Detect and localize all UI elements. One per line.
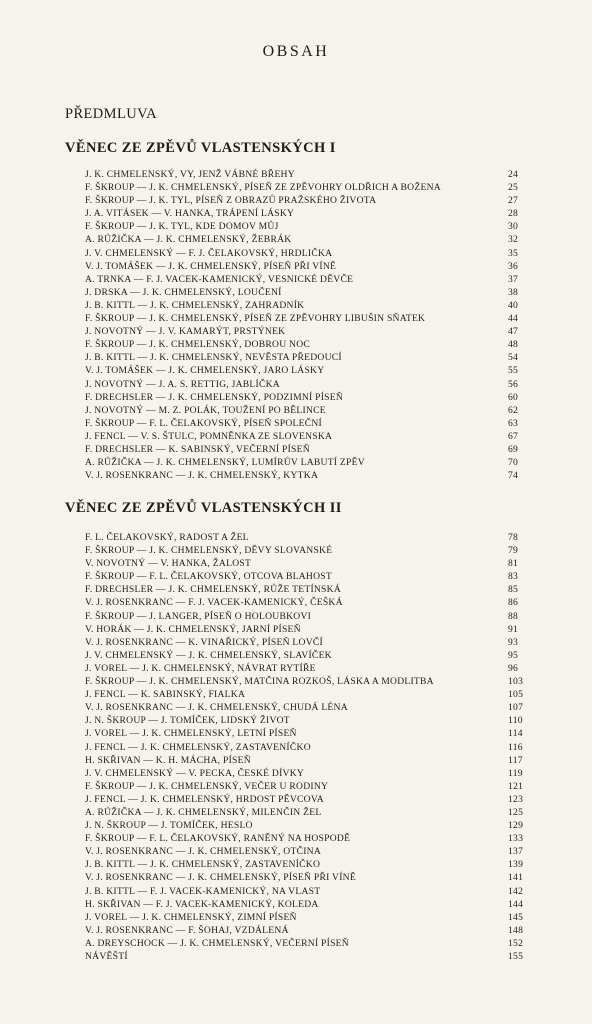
entry-page-number: 88 (508, 610, 519, 622)
entry-page-number: 36 (508, 260, 519, 272)
toc-entry (65, 623, 525, 636)
entry-page-number: 125 (508, 806, 524, 818)
entry-title: J. A. VITÁSEK — V. HANKA, TRÁPENÍ LÁSKY (85, 208, 295, 220)
toc-entry (65, 832, 525, 845)
entry-page-number: 78 (508, 532, 519, 543)
toc-entry (65, 924, 525, 937)
toc-entry (65, 247, 525, 260)
entry-title: J. VOREL — J. K. CHMELENSKÝ, NÁVRAT RYTÍŘE (85, 662, 316, 674)
entry-title: H. SKŘIVAN — F. J. VACEK-KAMENICKÝ, KOLEDA (85, 898, 319, 910)
entry-title: V. J. ROSENKRANC — K. VINAŘICKÝ, PÍSEŇ LOVČÍ (85, 636, 323, 648)
entry-page-number: 155 (508, 951, 524, 962)
toc-entry (65, 325, 525, 338)
toc-entry (65, 583, 525, 596)
toc-entry (65, 557, 525, 570)
entry-page-number: 116 (508, 741, 523, 753)
entry-page-number: 60 (508, 391, 519, 403)
toc-entry (65, 570, 525, 583)
entry-title: F. ŠKROUP — J. K. CHMELENSKÝ, PÍSEŇ ZE ZPĚVOHRY LIBUŠIN SŇATEK (85, 313, 426, 325)
toc-entry (65, 456, 525, 469)
entry-page-number: 40 (508, 299, 519, 311)
entry-title: A. TRNKA — F. J. VACEK-KAMENICKÝ, VESNICKÉ DĚVČE (85, 273, 354, 285)
entry-page-number: 86 (508, 597, 519, 609)
entry-title: V. J. ROSENKRANC — J. K. CHMELENSKÝ, OTČINA (85, 846, 322, 858)
toc-entry (65, 780, 525, 793)
entry-page-number: 44 (508, 313, 519, 325)
toc-entry (65, 260, 525, 273)
entry-page-number: 25 (508, 182, 519, 194)
entry-title: V. HORÁK — J. K. CHMELENSKÝ, JARNÍ PÍSEŇ (85, 623, 301, 635)
toc-entry (65, 338, 525, 351)
toc-entry (65, 701, 525, 714)
entry-title: J. DRSKA — J. K. CHMELENSKÝ, LOUČENÍ (85, 286, 282, 298)
entry-page-number: 69 (508, 443, 519, 455)
entry-page-number: 81 (508, 558, 519, 570)
entry-page-number: 74 (508, 470, 519, 482)
entry-page-number: 105 (508, 689, 524, 701)
toc-entry (65, 233, 525, 246)
entry-title: V. J. ROSENKRANC — J. K. CHMELENSKÝ, CHUDÁ LÉNA (85, 702, 348, 714)
toc-entry (65, 741, 525, 754)
entry-page-number: 117 (508, 754, 523, 766)
entry-title: F. ŠKROUP — J. K. TYL, KDE DOMOV MŮJ (85, 221, 279, 233)
entry-title: V. J. ROSENKRANC — J. K. CHMELENSKÝ, KYTKA (85, 470, 319, 482)
entry-page-number: 152 (508, 937, 524, 949)
entry-page-number: 103 (508, 676, 524, 688)
entry-title: J. NOVOTNÝ — J. V. KAMARÝT, PRSTÝNEK (85, 326, 286, 338)
toc-entry (65, 417, 525, 430)
entry-page-number: 119 (508, 767, 523, 779)
toc-entry (65, 168, 525, 181)
toc-entry (65, 273, 525, 286)
entry-title: F. ŠKROUP — J. K. CHMELENSKÝ, VEČER U RODINY (85, 780, 329, 792)
entry-page-number: 148 (508, 924, 524, 936)
toc-entry (65, 610, 525, 623)
entry-title: A. DREYSCHOCK — J. K. CHMELENSKÝ, VEČERNÍ PÍSEŇ (85, 937, 349, 949)
toc-entry (65, 871, 525, 884)
entry-title: F. DRECHSLER — J. K. CHMELENSKÝ, PODZIMNÍ PÍSEŇ (85, 391, 344, 403)
entry-title: F. ŠKROUP — J. K. CHMELENSKÝ, DĚVY SLOVANSKÉ (85, 545, 333, 557)
toc-entry (65, 636, 525, 649)
entry-title: J. B. KITTL — J. K. CHMELENSKÝ, ZASTAVENÍČKO (85, 859, 321, 871)
entry-page-number: 32 (508, 234, 519, 246)
entry-title: V. J. TOMÁŠEK — J. K. CHMELENSKÝ, JARO LÁSKY (85, 365, 325, 377)
entry-title: F. ŠKROUP — F. L. ČELAKOVSKÝ, PÍSEŇ SPOLEČNÍ (85, 417, 322, 429)
entry-page-number: 121 (508, 780, 524, 792)
entry-title: J. V. CHMELENSKÝ — V. PECKA, ČESKÉ DÍVKY (85, 767, 305, 779)
entry-page-number: 37 (508, 273, 519, 285)
entry-page-number: 139 (508, 859, 524, 871)
entry-title: H. SKŘIVAN — K. H. MÁCHA, PÍSEŇ (85, 754, 251, 766)
preface-heading: PŘEDMLUVA (65, 106, 157, 122)
entry-page-number: 63 (508, 417, 519, 429)
entry-page-number: 62 (508, 404, 519, 416)
toc-entry (65, 469, 525, 482)
entry-page-number: 144 (508, 898, 524, 910)
entry-page-number: 48 (508, 339, 519, 351)
entry-title: V. J. ROSENKRANC — F. J. VACEK-KAMENICKÝ, ČEŠKÁ (85, 597, 343, 609)
entry-page-number: 30 (508, 221, 519, 233)
toc-entry (65, 806, 525, 819)
toc-entry (65, 596, 525, 609)
entry-page-number: 79 (508, 545, 519, 557)
toc-entry (65, 911, 525, 924)
entry-list (65, 168, 525, 482)
entry-title: J. B. KITTL — J. K. CHMELENSKÝ, NEVĚSTA PŘEDOUCÍ (85, 352, 342, 364)
toc-entry (65, 378, 525, 391)
entry-title: J. B. KITTL — J. K. CHMELENSKÝ, ZAHRADNÍK (85, 299, 305, 311)
entry-page-number: 47 (508, 326, 519, 338)
entry-page-number: 83 (508, 571, 519, 583)
entry-page-number: 24 (508, 169, 519, 180)
entry-page-number: 28 (508, 208, 519, 220)
entry-page-number: 145 (508, 911, 524, 923)
toc-entry (65, 351, 525, 364)
entry-page-number: 142 (508, 885, 524, 897)
toc-entry (65, 937, 525, 950)
entry-title: F. L. ČELAKOVSKÝ, RADOST A ŽEL (85, 532, 249, 543)
entry-title: J. FENCL — V. S. ŠTULC, POMNĚNKA ZE SLOVENSKA (85, 430, 333, 442)
entry-title: A. RŮŽIČKA — J. K. CHMELENSKÝ, MILENČIN ŽEL (85, 806, 322, 818)
entry-page-number: 95 (508, 649, 519, 661)
entry-title: V. J. ROSENKRANC — J. K. CHMELENSKÝ, PÍSEŇ PŘI VÍNĚ (85, 872, 356, 884)
toc-entry (65, 885, 525, 898)
entry-title: F. ŠKROUP — F. L. ČELAKOVSKÝ, OTCOVA BLAHOST (85, 571, 332, 583)
entry-title: F. ŠKROUP — J. K. TYL, PÍSEŇ Z OBRAZŮ PRAŽSKÉHO ŽIVOTA (85, 195, 377, 207)
page-title: OBSAH (262, 42, 330, 60)
toc-entry (65, 364, 525, 377)
entry-page-number: 137 (508, 846, 524, 858)
toc-section (65, 140, 525, 482)
toc-entry (65, 754, 525, 767)
entry-title: F. ŠKROUP — J. K. CHMELENSKÝ, PÍSEŇ ZE ZPĚVOHRY OLDŘICH A BOŽENA (85, 182, 441, 194)
entry-page-number: 35 (508, 247, 519, 259)
toc-entry (65, 793, 525, 806)
entry-list (65, 531, 525, 963)
toc-entry (65, 898, 525, 911)
entry-page-number: 27 (508, 195, 519, 207)
entry-page-number: 129 (508, 820, 524, 832)
entry-page-number: 93 (508, 636, 519, 648)
entry-title: F. DRECHSLER — J. K. CHMELENSKÝ, RŮŽE TETÍNSKÁ (85, 584, 342, 596)
entry-title: J. N. ŠKROUP — J. TOMÍČEK, HESLO (85, 820, 253, 832)
entry-title: A. RŮŽIČKA — J. K. CHMELENSKÝ, LUMÍRŮV LABUTÍ ZPĚV (85, 457, 365, 469)
entry-title: J. N. ŠKROUP — J. TOMÍČEK, LIDSKÝ ŽIVOT (85, 715, 290, 727)
entry-title: F. ŠKROUP — J. K. CHMELENSKÝ, DOBROU NOC (85, 339, 311, 351)
entry-page-number: 38 (508, 286, 519, 298)
entry-title: J. NOVOTNÝ — J. A. S. RETTIG, JABLÍČKA (85, 378, 280, 390)
toc-entry (65, 430, 525, 443)
entry-title: NÁVĚŠTÍ (85, 951, 128, 962)
toc-entry (65, 286, 525, 299)
entry-page-number: 67 (508, 430, 519, 442)
entry-title: J. B. KITTL — F. J. VACEK-KAMENICKÝ, NA VLAST (85, 885, 321, 897)
entry-page-number: 133 (508, 833, 524, 845)
entry-title: V. J. TOMÁŠEK — J. K. CHMELENSKÝ, PÍSEŇ PŘI VÍNĚ (85, 260, 337, 272)
entry-title: V. NOVOTNÝ — V. HANKA, ŽALOST (85, 558, 252, 570)
entry-page-number: 85 (508, 584, 519, 596)
entry-page-number: 96 (508, 662, 519, 674)
entry-title: V. J. ROSENKRANC — F. ŠOHAJ, VZDÁLENÁ (85, 924, 289, 936)
toc-entry (65, 181, 525, 194)
section-heading: VĚNEC ZE ZPĚVŮ VLASTENSKÝCH I (65, 140, 336, 156)
toc-entry (65, 819, 525, 832)
entry-title: F. DRECHSLER — K. SABINSKÝ, VEČERNÍ PÍSEŇ (85, 443, 310, 455)
toc-entry (65, 531, 525, 544)
toc-entry (65, 544, 525, 557)
entry-page-number: 54 (508, 352, 519, 364)
toc-entry (65, 391, 525, 404)
entry-page-number: 91 (508, 623, 519, 635)
toc-section (65, 500, 525, 963)
entry-title: J. VOREL — J. K. CHMELENSKÝ, LETNÍ PÍSEŇ (85, 728, 297, 740)
entry-title: F. ŠKROUP — F. L. ČELAKOVSKÝ, RANĚNÝ NA HOSPODĚ (85, 833, 351, 845)
entry-page-number: 114 (508, 728, 523, 740)
toc-entry (65, 312, 525, 325)
entry-page-number: 70 (508, 457, 519, 469)
entry-title: J. FENCL — K. SABINSKÝ, FIALKA (85, 689, 246, 701)
toc-entry (65, 662, 525, 675)
entry-title: J. VOREL — J. K. CHMELENSKÝ, ZIMNÍ PÍSEŇ (85, 911, 297, 923)
toc-entry (65, 688, 525, 701)
toc-entry (65, 207, 525, 220)
toc-entry (65, 649, 525, 662)
toc-entry (65, 675, 525, 688)
toc-entry (65, 727, 525, 740)
entry-page-number: 141 (508, 872, 524, 884)
toc-entry (65, 404, 525, 417)
entry-title: J. K. CHMELENSKÝ, VY, JENŽ VÁBNÉ BŘEHY (85, 169, 295, 180)
toc-entry (65, 714, 525, 727)
entry-page-number: 107 (508, 702, 524, 714)
entry-title: J. NOVOTNÝ — M. Z. POLÁK, TOUŽENÍ PO BĚLINCE (85, 404, 326, 416)
entry-title: F. ŠKROUP — J. K. CHMELENSKÝ, MATČINA ROZKOŠ, LÁSKA A MODLITBA (85, 676, 434, 688)
toc-entry (65, 950, 525, 963)
section-heading: VĚNEC ZE ZPĚVŮ VLASTENSKÝCH II (65, 500, 342, 516)
entry-title: J. FENCL — J. K. CHMELENSKÝ, HRDOST PĚVCOVA (85, 793, 324, 805)
toc-entry (65, 845, 525, 858)
entry-page-number: 123 (508, 793, 524, 805)
toc-entry (65, 220, 525, 233)
entry-title: J. FENCL — J. K. CHMELENSKÝ, ZASTAVENÍČKO (85, 741, 311, 753)
entry-title: J. V. CHMELENSKÝ — J. K. CHMELENSKÝ, SLAVÍČEK (85, 649, 332, 661)
entry-title: F. ŠKROUP — J. LANGER, PÍSEŇ O HOLOUBKOVI (85, 610, 312, 622)
entry-title: J. V. CHMELENSKÝ — F. J. ČELAKOVSKÝ, HRDLIČKA (85, 247, 333, 259)
toc-entry (65, 858, 525, 871)
toc-entry (65, 443, 525, 456)
toc-entry (65, 299, 525, 312)
entry-page-number: 55 (508, 365, 519, 377)
entry-page-number: 110 (508, 715, 523, 727)
entry-page-number: 56 (508, 378, 519, 390)
entry-title: A. RŮŽIČKA — J. K. CHMELENSKÝ, ŽEBRÁK (85, 234, 292, 246)
toc-entry (65, 767, 525, 780)
toc-entry (65, 194, 525, 207)
